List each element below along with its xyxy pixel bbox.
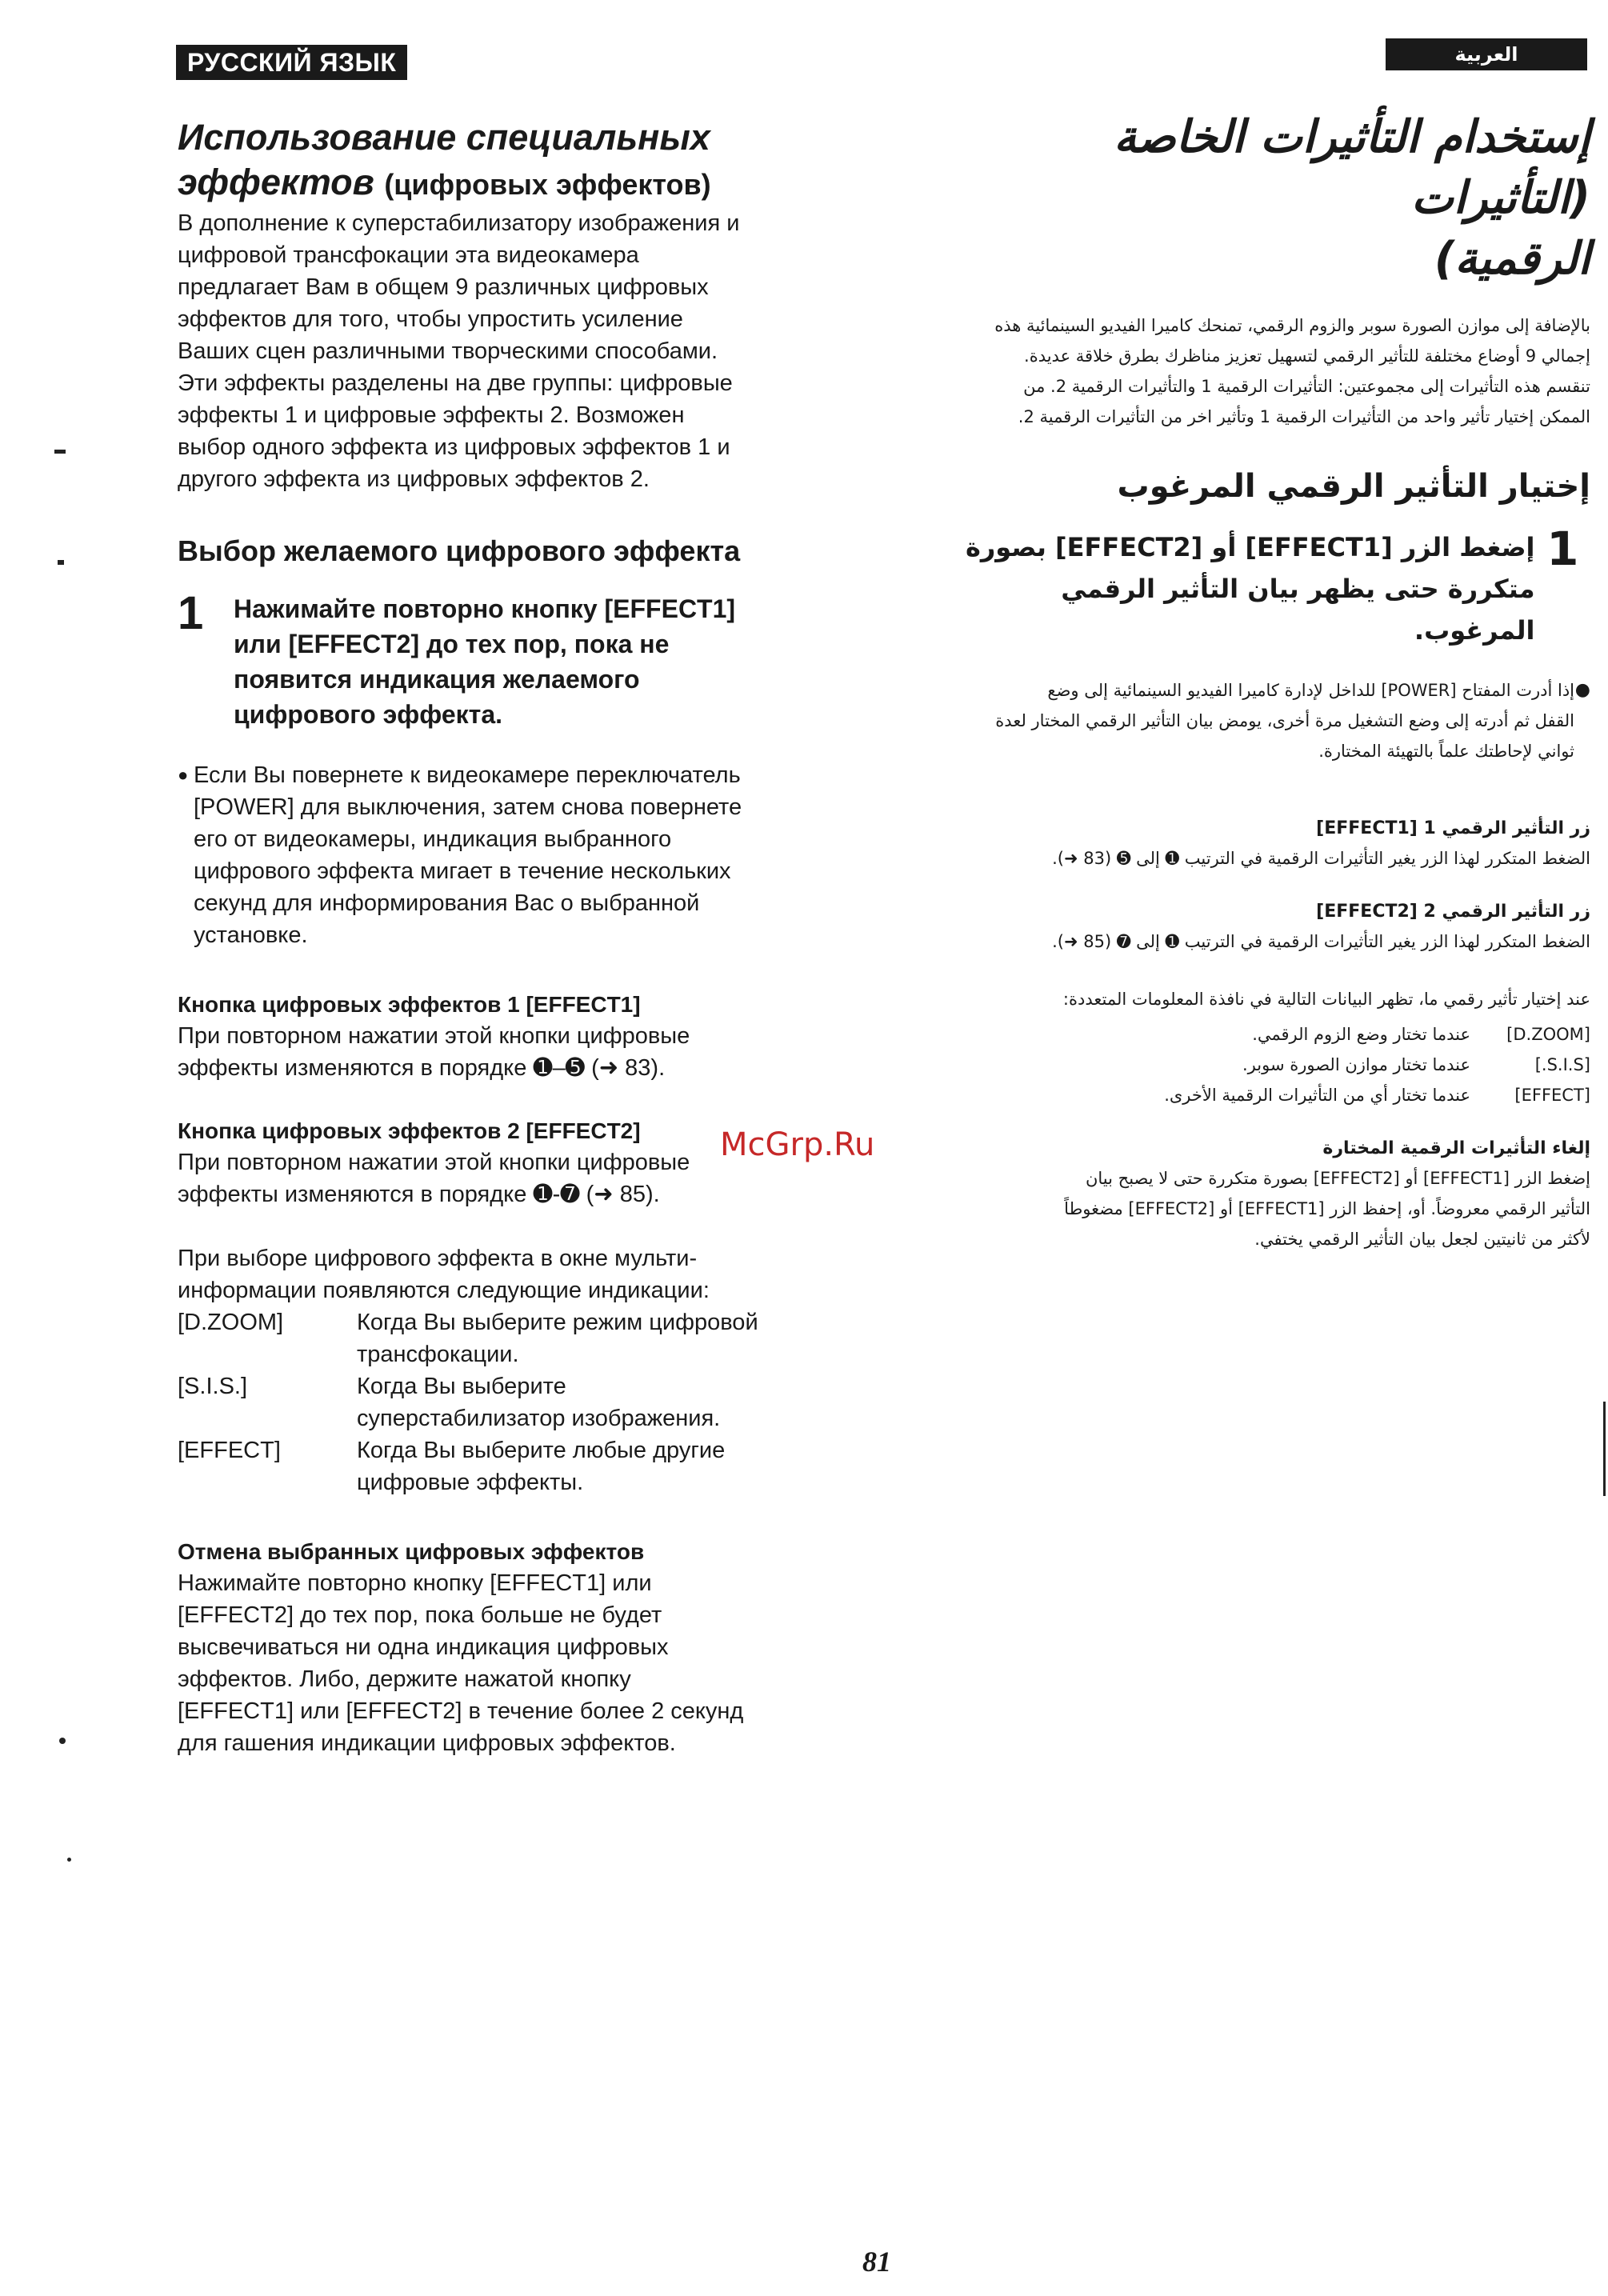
ru-note-line: цифрового эффекта мигает в течение нескольких	[194, 858, 731, 884]
ru-intro-line: выбор одного эффекта из цифровых эффектов 1 и	[178, 434, 730, 460]
ru-cancel-line: [EFFECT2] до тех пор, пока больше не будет	[178, 1602, 662, 1628]
ru-indication-line: Когда Вы выберите любые другие	[357, 1438, 726, 1463]
ru-intro-line: предлагает Вам в общем 9 различных цифровых	[178, 274, 709, 300]
ru-intro-line: цифровой трансфокации эта видеокамера	[178, 242, 639, 268]
ru-intro-line: Ваших сцен различными творческими способами.	[178, 338, 718, 364]
ru-indication-row	[178, 1306, 758, 1370]
ar-page-title	[936, 107, 1590, 290]
ru-section-title: Выбор желаемого цифрового эффекта	[178, 534, 741, 567]
ru-intro-line: В дополнение к суперстабилизатору изображения и	[178, 210, 740, 236]
ar-step-1	[936, 522, 1590, 651]
ru-indication-line: Когда Вы выберите	[357, 1374, 566, 1399]
bullet-icon: ●	[1574, 680, 1590, 700]
ar-step-line: متكررة حتى يظهر بيان التأثير الرقمي المرغوب.	[1061, 574, 1535, 646]
ar-title-line: الرقمية)	[1434, 233, 1590, 285]
ru-cancel-line: для гашения индикации цифровых эффектов.	[178, 1730, 676, 1756]
ru-intro-line: эффекты 1 и цифровые эффекты 2. Возможен	[178, 402, 685, 428]
ru-effect1-title: Кнопка цифровых эффектов 1 [EFFECT1]	[178, 992, 641, 1017]
page-number: 81	[862, 2246, 891, 2278]
ar-step-text	[936, 526, 1535, 651]
ru-note-line: секунд для информирования Вас о выбранной	[194, 890, 700, 916]
bullet-icon: ●	[178, 765, 189, 785]
ru-title-sub: (цифровых эффектов)	[384, 168, 711, 201]
ar-intro	[936, 310, 1590, 432]
ar-effect1-title: زر التأثير الرقمي 1 [EFFECT1]	[1316, 818, 1590, 838]
scan-mark	[58, 560, 64, 565]
ru-indication-line: суперстабилизатор изображения.	[357, 1406, 721, 1431]
ru-cancel-line: Нажимайте повторно кнопку [EFFECT1] или	[178, 1570, 652, 1596]
ru-effect2-line: При повторном нажатии этой кнопки цифровые	[178, 1150, 690, 1175]
ar-effect2-title: زر التأثير الرقمي 2 [EFFECT2]	[1316, 902, 1590, 922]
ru-indication-key: [S.I.S.]	[178, 1374, 248, 1399]
ar-indication-desc: عندما تختار وضع الزوم الرقمي.	[1252, 1025, 1470, 1044]
ru-indications-table	[178, 1306, 758, 1498]
ar-note-text	[995, 675, 1574, 766]
ru-step-line: цифрового эффекта.	[234, 700, 502, 729]
ru-effect2-line: эффекты изменяются в порядке ➊-➐ (➜ 85).	[178, 1182, 660, 1207]
ru-multi-info-line: При выборе цифрового эффекта в окне мульти-	[178, 1246, 698, 1271]
ar-indication-row	[936, 1050, 1590, 1080]
ru-intro	[178, 207, 842, 495]
ar-intro-line: تنقسم هذه التأثيرات إلى مجموعتين: التأثيرات الرقمية 1 والتأثيرات الرقمية 2. من	[1023, 377, 1590, 396]
ru-effect1-line: При повторном нажатии этой кнопки цифровые	[178, 1023, 690, 1049]
ar-effect1-text: الضغط المتكرر لهذا الزر يغير التأثيرات الرقمية في الترتيب ➊ إلى ➎ (83 ➜).	[1052, 849, 1590, 868]
ar-section-title: إختيار التأثير الرقمي المرغوب	[1117, 468, 1590, 505]
ru-step-line: появится индикация желаемого	[234, 665, 640, 694]
ru-indication-key: [D.ZOOM]	[178, 1310, 284, 1335]
scan-mark	[54, 450, 66, 454]
ru-cancel-line: высвечиваться ни одна индикация цифровых	[178, 1634, 669, 1660]
ru-cancel-line: [EFFECT1] или [EFFECT2] в течение более 2 секунд	[178, 1698, 744, 1724]
ar-note-line: القفل ثم أدرته إلى وضع التشغيل مرة أخرى، يومض بيان التأثير الرقمي المختار لعدة	[995, 711, 1574, 730]
ar-cancel-line: إضغط الزر [EFFECT1] أو [EFFECT2] بصورة متكررة حتى لا يصبح بيان	[1085, 1169, 1590, 1188]
language-tag-arabic: العربية	[1386, 38, 1587, 70]
ar-indication-row	[936, 1019, 1590, 1050]
ru-note	[178, 759, 842, 951]
ar-indication-key: [EFFECT]	[1514, 1086, 1590, 1105]
ar-step-number: 1	[1546, 522, 1579, 576]
ar-title-line: إستخدام التأثيرات الخاصة (التأثيرات	[1114, 111, 1590, 224]
ru-cancel-title: Отмена выбранных цифровых эффектов	[178, 1539, 645, 1564]
ru-indication-row	[178, 1370, 758, 1434]
ar-note-line: ثواني لإحاطتك علماً بالتهيئة المختارة.	[1318, 742, 1574, 761]
ar-indication-row	[936, 1080, 1590, 1110]
ru-indication-line: трансфокации.	[357, 1342, 519, 1367]
ru-indication-line: цифровые эффекты.	[357, 1470, 584, 1495]
ar-cancel-line: لأكثر من ثانيتين لجعل بيان التأثير الرقمي يختفي.	[1254, 1230, 1590, 1249]
ru-intro-line: Эти эффекты разделены на две группы: цифровые	[178, 370, 733, 396]
russian-column	[178, 115, 842, 1759]
ru-step-line: или [EFFECT2] до тех пор, пока не	[234, 630, 670, 658]
ru-indication-key: [EFFECT]	[178, 1438, 281, 1463]
ru-step-line: Нажимайте повторно кнопку [EFFECT1]	[234, 594, 736, 623]
ru-step-text	[234, 591, 735, 732]
ar-multi-info: عند إختيار تأثير رقمي ما، تظهر البيانات التالية في نافذة المعلومات المتعددة:	[1062, 990, 1590, 1009]
scan-mark	[59, 1738, 66, 1744]
ar-indications	[936, 1019, 1590, 1110]
ru-indication-desc	[357, 1370, 758, 1434]
ru-multi-info-line: информации появляются следующие индикации:	[178, 1278, 710, 1303]
ar-note-line: إذا أدرت المفتاح [POWER] للداخل لإدارة كاميرا الفيديو السينمائية إلى وضع	[1047, 681, 1574, 700]
language-tag-russian: РУССКИЙ ЯЗЫК	[176, 45, 407, 80]
ar-intro-line: إجمالي 9 أوضاع مختلفة للتأثير الرقمي لتسهيل تعزيز مناظرك بطرق خلاقة عديدة.	[1024, 346, 1590, 366]
ar-effect2-text: الضغط المتكرر لهذا الزر يغير التأثيرات الرقمية في الترتيب ➊ إلى ➐ (85 ➜).	[1052, 932, 1590, 951]
ar-note	[936, 675, 1590, 766]
ru-note-line: установке.	[194, 922, 308, 948]
ar-indication-desc: عندما تختار أي من التأثيرات الرقمية الأخرى.	[1164, 1086, 1470, 1105]
ru-note-line: его от видеокамеры, индикация выбранного	[194, 826, 672, 852]
scan-mark	[1603, 1402, 1606, 1496]
ar-indication-desc: عندما تختار موازن الصورة سوبر.	[1242, 1055, 1470, 1074]
watermark: McGrp.Ru	[720, 1126, 875, 1163]
ru-note-line: Если Вы повернете к видеокамере переключатель	[194, 762, 741, 788]
ru-intro-line: эффектов для того, чтобы упростить усиление	[178, 306, 683, 332]
ru-indication-line: Когда Вы выберите режим цифровой	[357, 1310, 758, 1335]
scan-mark	[67, 1858, 71, 1862]
ru-note-line: [POWER] для выключения, затем снова повернете	[194, 794, 742, 820]
ru-indication-desc	[357, 1306, 758, 1370]
ru-title-main: Использование специальных эффектов	[178, 117, 710, 202]
ar-indication-key: [D.ZOOM]	[1506, 1025, 1590, 1044]
arabic-column	[936, 107, 1590, 1254]
ru-effect1-line: эффекты изменяются в порядке ➊–➎ (➜ 83).	[178, 1055, 666, 1081]
ru-cancel-line: эффектов. Либо, держите нажатой кнопку	[178, 1666, 631, 1692]
ru-indication-row	[178, 1434, 758, 1498]
ru-note-text	[194, 759, 742, 951]
ru-step-1	[178, 587, 842, 732]
ru-effect2-title: Кнопка цифровых эффектов 2 [EFFECT2]	[178, 1118, 641, 1143]
ru-step-number: 1	[178, 587, 204, 639]
ar-cancel-title: إلغاء التأثيرات الرقمية المختارة	[1322, 1138, 1590, 1158]
ar-cancel-line: التأثير الرقمي معروضاً. أو، إحفظ الزر [EFFECT1] أو [EFFECT2] مضغوطاً	[1064, 1199, 1590, 1218]
ru-page-title	[178, 115, 842, 207]
ar-step-line: إضغط الزر [EFFECT1] أو [EFFECT2] بصورة	[965, 532, 1535, 562]
ru-indication-desc	[357, 1434, 758, 1498]
ru-intro-line: другого эффекта из цифровых эффектов 2.	[178, 466, 650, 492]
ar-intro-line: بالإضافة إلى موازن الصورة سوبر والزوم الرقمي، تمنحك كاميرا الفيديو السينمائية هذه	[994, 316, 1590, 335]
ar-indication-key: [S.I.S.]	[1534, 1055, 1590, 1074]
ar-intro-line: الممكن إختيار تأثير واحد من التأثيرات الرقمية 1 وتأثير اخر من التأثيرات الرقمية 2.	[1018, 407, 1590, 426]
